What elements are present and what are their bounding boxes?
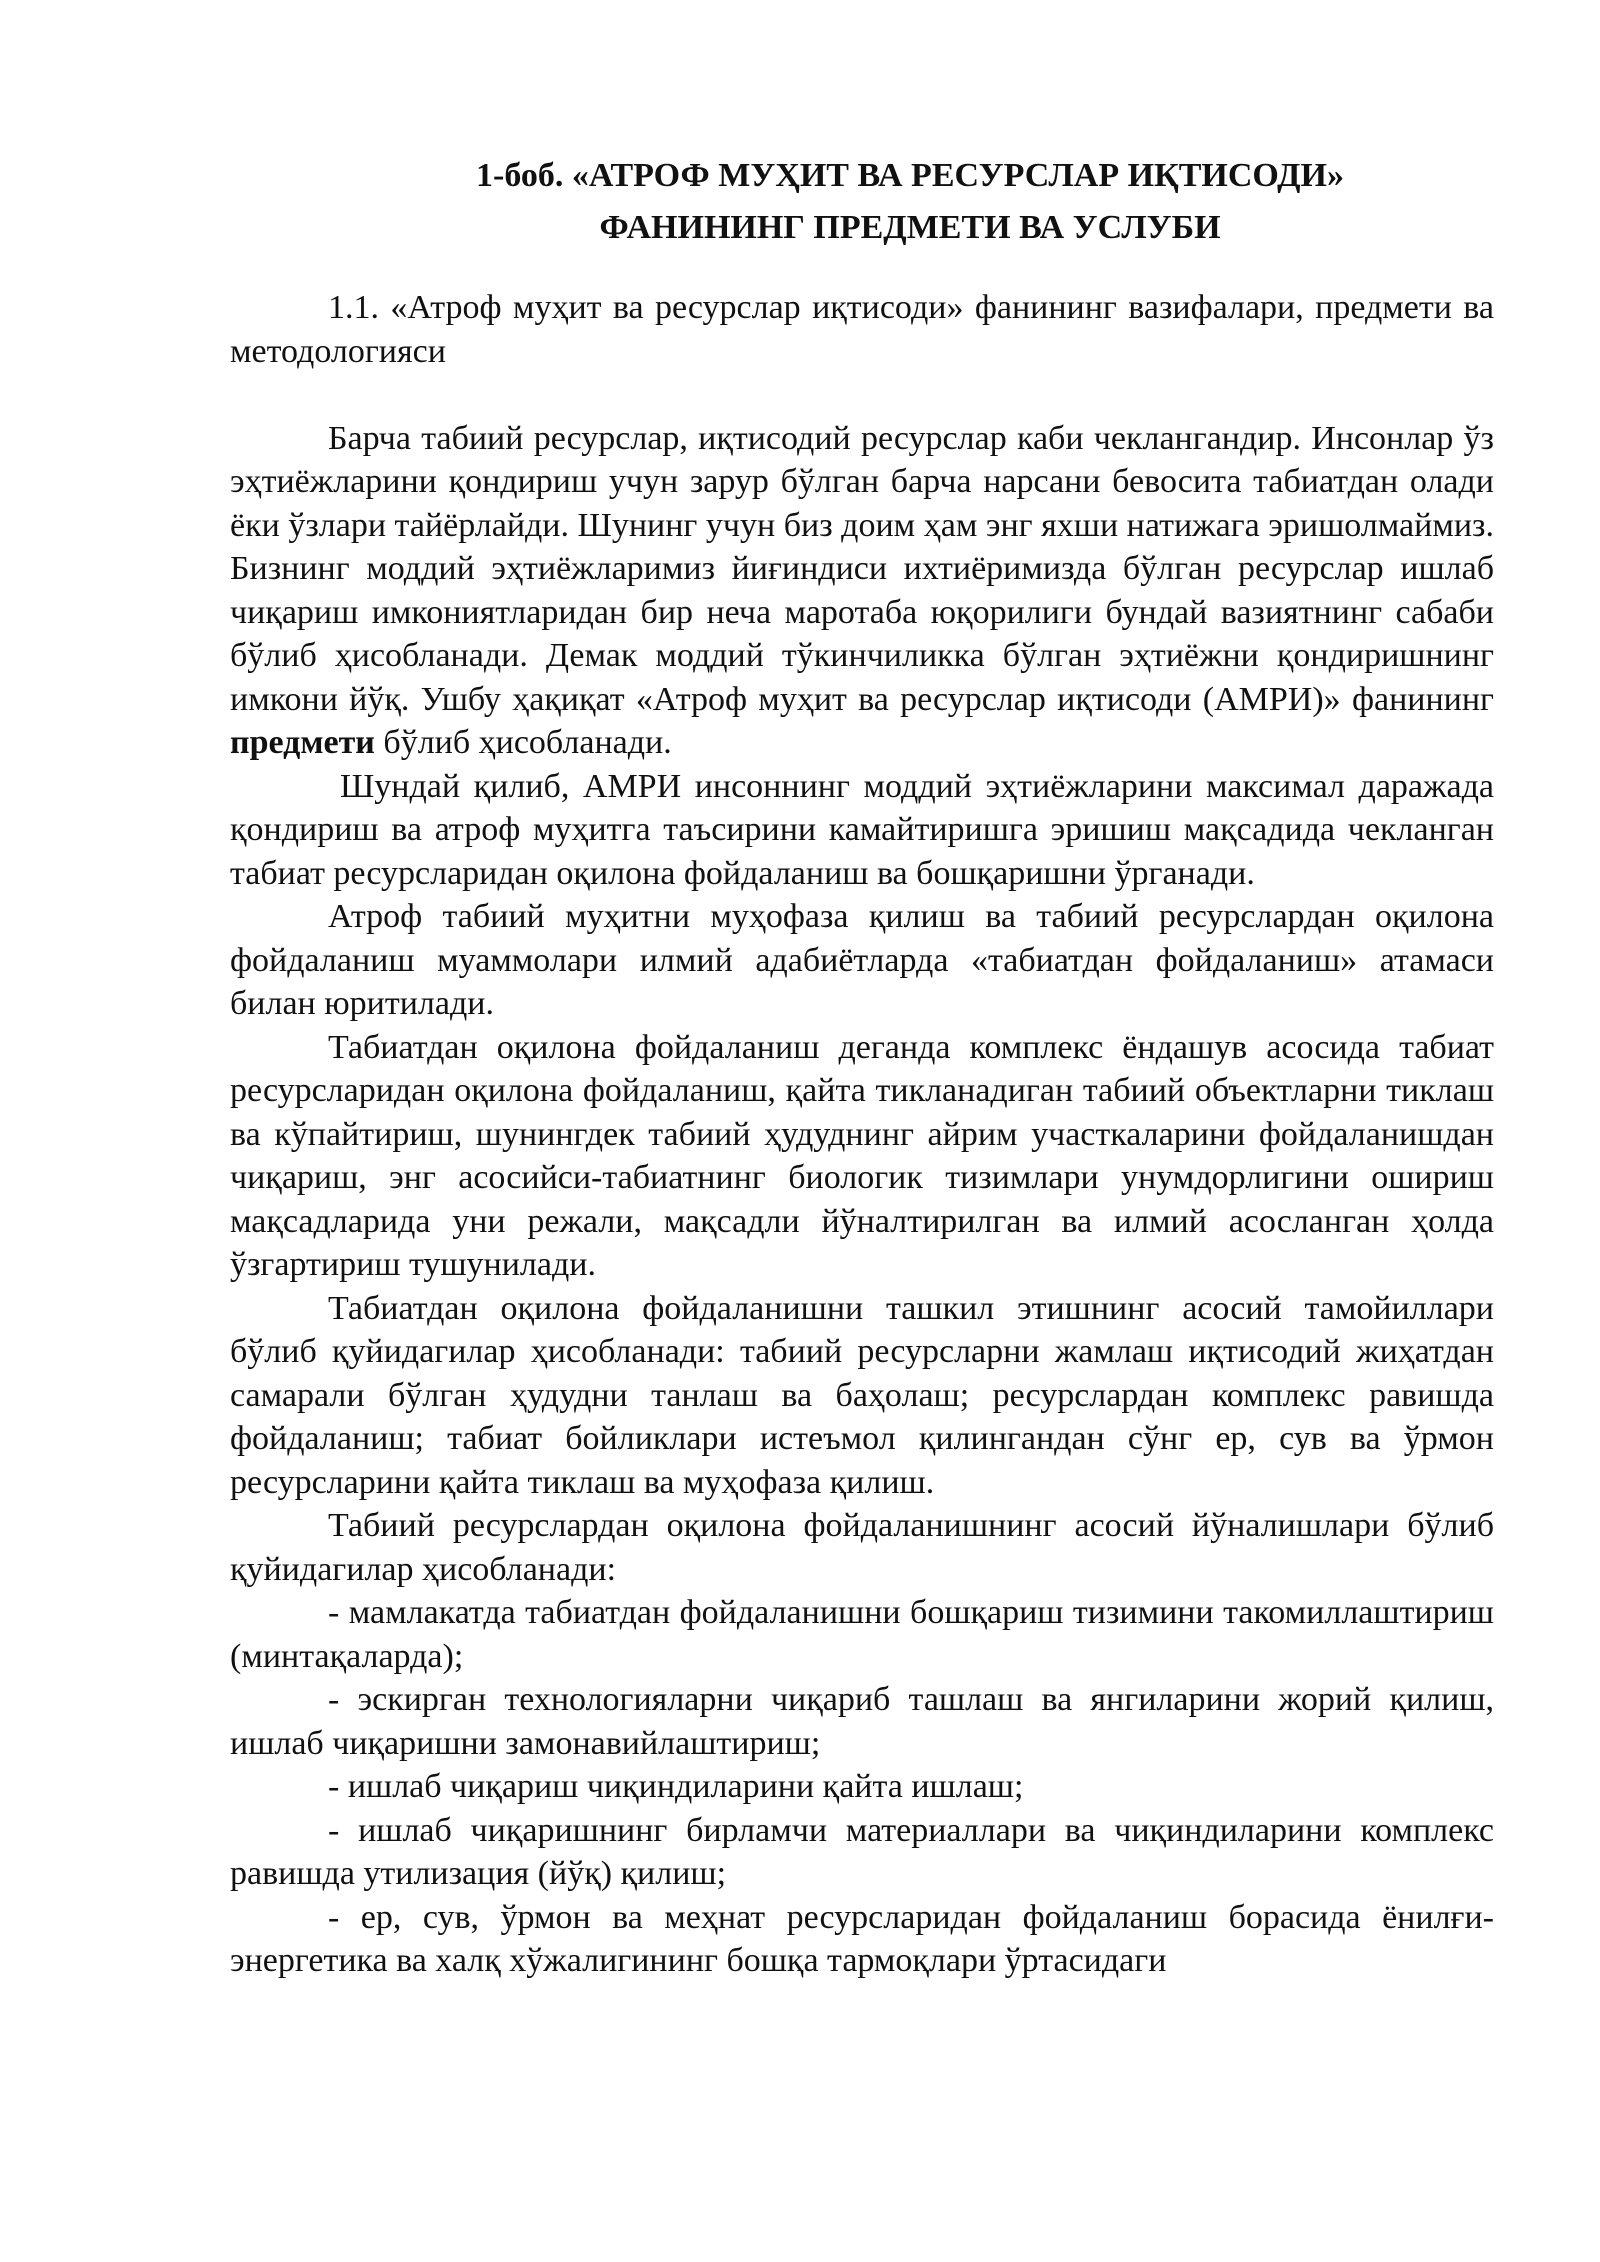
document-body	[230, 286, 1494, 1983]
paragraph-rational-use-definition: Табиатдан оқилона фойдаланиш деганда комплекс ёндашув асосида табиат ресурсларидан оқилона фойдаланиш, қайта тикланадиган табиий объектларни тиклаш ва кўпайтириш, шунингдек табиий ҳудуднинг айрим участкаларини фойдаланишдан чиқариш, энг асосийси-табиатнинг биологик тизимлари унумдорлигини ошириш мақсадларида уни режали, мақсадли йўналтирилган ва илмий асосланган ҳолда ўзгартириш тушунилади.	[230, 1028, 1494, 1283]
list-item: - эскирган технологияларни чиқариб ташлаш ва янгиларини жорий қилиш, ишлаб чиқаришни замонавийлаштириш;	[230, 1681, 1494, 1762]
list-item: - ер, сув, ўрмон ва меҳнат ресурсларидан фойдаланиш борасида ёнилғи-энергетика ва халқ хўжалигининг бошқа тармоқлари ўртасидаги	[230, 1898, 1494, 1979]
paragraph-directions-intro: Табиий ресурслардан оқилона фойдаланишнинг асосий йўналишлари бўлиб қуйидагилар ҳисобланади:	[230, 1507, 1494, 1588]
section-heading: 1.1. «Атроф муҳит ва ресурслар иқтисоди» фанининг вазифалари, предмети ва методологияси	[230, 289, 1494, 370]
list-item: - ишлаб чиқариш чиқиндиларини қайта ишлаш;	[328, 1768, 1024, 1805]
paragraph-text-end: бўлиб ҳисобланади.	[383, 724, 672, 761]
paragraph-subject	[230, 417, 1494, 765]
chapter-title	[330, 150, 1490, 254]
paragraph-nature-use-term: Атроф табиий муҳитни муҳофаза қилиш ва табиий ресурслардан оқилона фойдаланиш муаммолари илмий адабиётларда «табиатдан фойдаланиш» атамаси билан юритилади.	[230, 898, 1494, 1022]
chapter-title-line-2: ФАНИНИНГ ПРЕДМЕТИ ВА УСЛУБИ	[599, 209, 1221, 246]
subject-term: предмети	[230, 724, 375, 761]
paragraph-amri: Шундай қилиб, АМРИ инсоннинг моддий эҳтиёжларини максимал даражада қондириш ва атроф муҳитга таъсирини камайтиришга эришиш мақсадида чекланган табиат ресурсларидан оқилона фойдаланиш ва бошқаришни ўрганади.	[230, 767, 1494, 892]
chapter-title-line-1: 1-боб. «АТРОФ МУҲИТ ВА РЕСУРСЛАР ИҚТИСОДИ»	[476, 157, 1344, 194]
list-item: - мамлакатда табиатдан фойдаланишни бошқариш тизимини такомиллаштириш (минтақаларда);	[230, 1594, 1494, 1675]
list-item: - ишлаб чиқаришнинг бирламчи материаллари ва чиқиндиларини комплекс равишда утилизация (йўқ) қилиш;	[230, 1811, 1494, 1892]
paragraph-text: Барча табиий ресурслар, иқтисодий ресурслар каби чеклангандир. Инсонлар ўз эҳтиёжларини қондириш учун зарур бўлган барча нарсани бевосита табиатдан олади ёки ўзлари тайёрлайди. Шунинг учун биз доим ҳам энг яхши натижага эришолмаймиз. Бизнинг моддий эҳтиёжларимиз йиғиндиси ихтиёримизда бўлган ресурслар ишлаб чиқариш имкониятларидан бир неча маротаба юқорилиги бундай вазиятнинг сабаби бўлиб ҳисобланади. Демак моддий тўкинчиликка бўлган эҳтиёжни қондиришнинг имкони йўқ. Ушбу ҳақиқат «Атроф муҳит ва ресурслар иқтисоди (АМРИ)» фанининг	[230, 419, 1494, 718]
paragraph-principles: Табиатдан оқилона фойдаланишни ташкил этишнинг асосий тамойиллари бўлиб қуйидагилар ҳисобланади: табиий ресурсларни жамлаш иқтисодий жиҳатдан самарали бўлган ҳудудни танлаш ва баҳолаш; ресурслардан комплекс равишда фойдаланиш; табиат бойликлари истеъмол қилингандан сўнг ер, сув ва ўрмон ресурсларини қайта тиклаш ва муҳофаза қилиш.	[230, 1289, 1494, 1501]
